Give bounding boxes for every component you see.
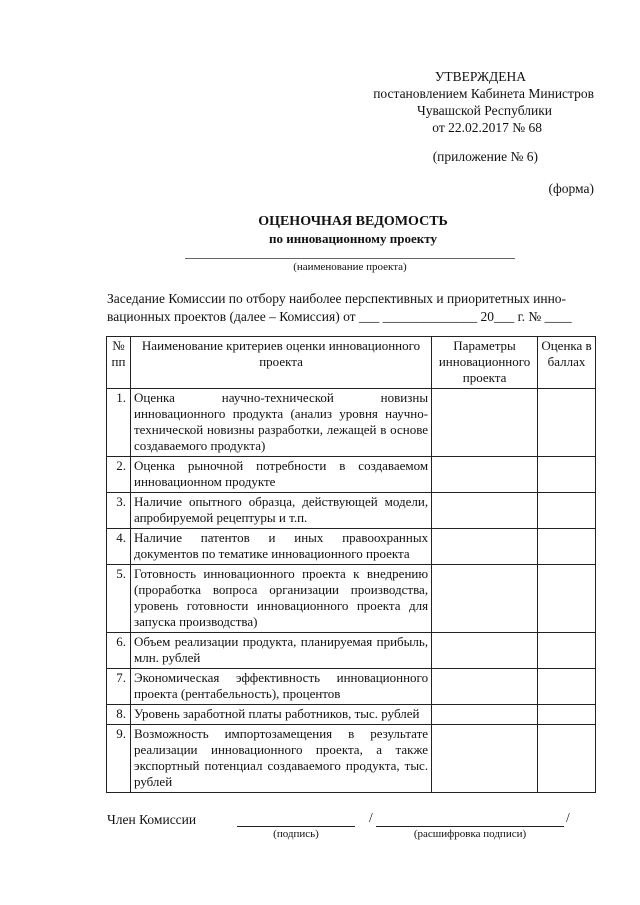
row-number: 9.: [107, 725, 131, 793]
table-body: [107, 389, 596, 793]
decoding-close-slash: /: [566, 810, 570, 825]
table-row: [107, 725, 596, 793]
row-criterion: Наличие патентов и иных правоохранных документов по тематике инновационного проекта: [130, 529, 431, 565]
decoding-caption: (расшифровка подписи): [413, 828, 527, 840]
table-row: [107, 457, 596, 493]
row-criterion: Готовность инновационного проекта к внедрению (проработка вопроса организации производства, уровень готовности инновационного проекта для запуска производства): [130, 565, 431, 633]
row-score-cell[interactable]: [538, 705, 596, 725]
table-row: [107, 633, 596, 669]
row-number: 8.: [107, 705, 131, 725]
row-parameters-cell[interactable]: [432, 669, 538, 705]
table-row: [107, 565, 596, 633]
row-criterion: Наличие опытного образца, действующей модели, апробируемой рецептуры и т.п.: [130, 493, 431, 529]
row-score-cell[interactable]: [538, 457, 596, 493]
row-parameters-cell[interactable]: [432, 529, 538, 565]
document-title: ОЦЕНОЧНАЯ ВЕДОМОСТЬ: [258, 214, 448, 229]
header-params: Параметры инновационного проекта: [432, 337, 538, 389]
project-name-caption: (наименование проекта): [293, 261, 407, 273]
row-criterion: Возможность импортозамещения в результате реализации инновационного проекта, а также экспортный потенциал создаваемого продукта, тыс. рублей: [130, 725, 431, 793]
evaluation-table: [106, 336, 596, 793]
meeting-text: Заседание Комиссии по отбору наиболее перспективных и приоритетных инно-: [107, 291, 567, 306]
row-number: 6.: [107, 633, 131, 669]
row-score-cell[interactable]: [538, 493, 596, 529]
member-label: Член Комиссии: [107, 812, 197, 827]
row-score-cell[interactable]: [538, 669, 596, 705]
row-number: 1.: [107, 389, 131, 457]
project-name-line[interactable]: [185, 258, 515, 259]
signature-line[interactable]: [237, 826, 355, 827]
row-number: 4.: [107, 529, 131, 565]
row-score-cell[interactable]: [538, 565, 596, 633]
row-parameters-cell[interactable]: [432, 389, 538, 457]
approval-heading: УТВЕРЖДЕНА: [434, 69, 526, 84]
row-parameters-cell[interactable]: [432, 565, 538, 633]
meeting-text-tail: вационных проектов (далее – Комиссия) от ___ ______________ 20___ г. № ____: [107, 309, 572, 324]
approval-region: Чувашской Республики: [416, 103, 552, 118]
form-label: (форма): [548, 181, 594, 196]
header-criteria: Наименование критериев оценки инновационного проекта: [130, 337, 431, 389]
row-parameters-cell[interactable]: [432, 493, 538, 529]
signature-caption: (подпись): [273, 828, 319, 840]
row-parameters-cell[interactable]: [432, 705, 538, 725]
table-row: [107, 669, 596, 705]
row-score-cell[interactable]: [538, 389, 596, 457]
row-criterion: Объем реализации продукта, планируемая прибыль, млн. рублей: [130, 633, 431, 669]
approval-block: [373, 68, 594, 136]
approval-date: от 22.02.2017 № 68: [432, 120, 542, 135]
row-parameters-cell[interactable]: [432, 457, 538, 493]
row-criterion: Оценка рыночной потребности в создаваемом инновационном продукте: [130, 457, 431, 493]
meeting-paragraph: [107, 290, 595, 326]
document-subtitle: по инновационному проекту: [269, 231, 437, 246]
row-criterion: Экономическая эффективность инновационного проекта (рентабельность), процентов: [130, 669, 431, 705]
table-row: [107, 529, 596, 565]
row-number: 2.: [107, 457, 131, 493]
approval-decree: постановлением Кабинета Министров: [373, 86, 594, 101]
table-row: [107, 389, 596, 457]
row-score-cell[interactable]: [538, 633, 596, 669]
row-score-cell[interactable]: [538, 529, 596, 565]
appendix-label: (приложение № 6): [432, 149, 538, 164]
row-criterion: Уровень заработной платы работников, тыс. рублей: [130, 705, 431, 725]
row-score-cell[interactable]: [538, 725, 596, 793]
decoding-open-slash: /: [369, 810, 373, 825]
table-row: [107, 493, 596, 529]
row-criterion: Оценка научно-технической новизны инновационного продукта (анализ уровня научно-технической новизны разработки, лежащей в основе создаваемого продукта): [130, 389, 431, 457]
row-number: 7.: [107, 669, 131, 705]
row-parameters-cell[interactable]: [432, 633, 538, 669]
document-title-block: [0, 213, 640, 247]
decoding-line[interactable]: [376, 826, 564, 827]
row-number: 5.: [107, 565, 131, 633]
header-score: Оценка в баллах: [538, 337, 596, 389]
table-row: [107, 705, 596, 725]
table-header-row: [107, 337, 596, 389]
row-number: 3.: [107, 493, 131, 529]
header-num: № пп: [107, 337, 131, 389]
row-parameters-cell[interactable]: [432, 725, 538, 793]
